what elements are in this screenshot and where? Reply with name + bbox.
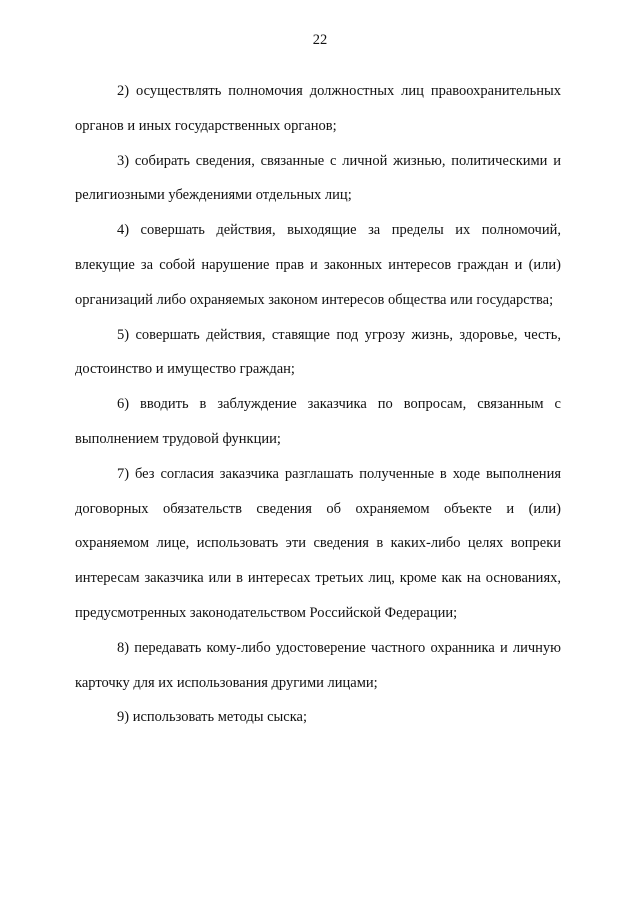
paragraph-item-4: 4) совершать действия, выходящие за пределы их полномочий, влекущие за собой нарушение прав и законных интересов граждан и (или) организаций либо охраняемых законом интересов общества или государства; xyxy=(75,222,561,308)
paragraph-item-5: 5) совершать действия, ставящие под угрозу жизнь, здоровье, честь, достоинство и имущество граждан; xyxy=(75,326,561,378)
paragraph-item-2: 2) осуществлять полномочия должностных лиц правоохранительных органов и иных государственных органов; xyxy=(75,83,561,134)
paragraph-item-6: 6) вводить в заблуждение заказчика по вопросам, связанным с выполнением трудовой функции; xyxy=(75,396,561,447)
paragraph-item-8: 8) передавать кому-либо удостоверение частного охранника и личную карточку для их использования другими лицами; xyxy=(75,639,561,691)
paragraph-item-7: 7) без согласия заказчика разглашать полученные в ходе выполнения договорных обязательств сведения об охраняемом объекте и (или) охраняемом лице, использовать эти сведения в каких-либо целях вопреки интересам заказчика или в интересах третьих лиц, кроме как на основаниях, предусмотренных законодательством Российской Федерации; xyxy=(75,465,561,621)
paragraph-item-9: 9) использовать методы сыска; xyxy=(117,709,307,726)
paragraph-item-3: 3) собирать сведения, связанные с личной жизнью, политическими и религиозными убеждениями отдельных лиц; xyxy=(75,152,561,204)
document-body xyxy=(75,74,561,735)
page-number: 22 xyxy=(312,32,328,48)
